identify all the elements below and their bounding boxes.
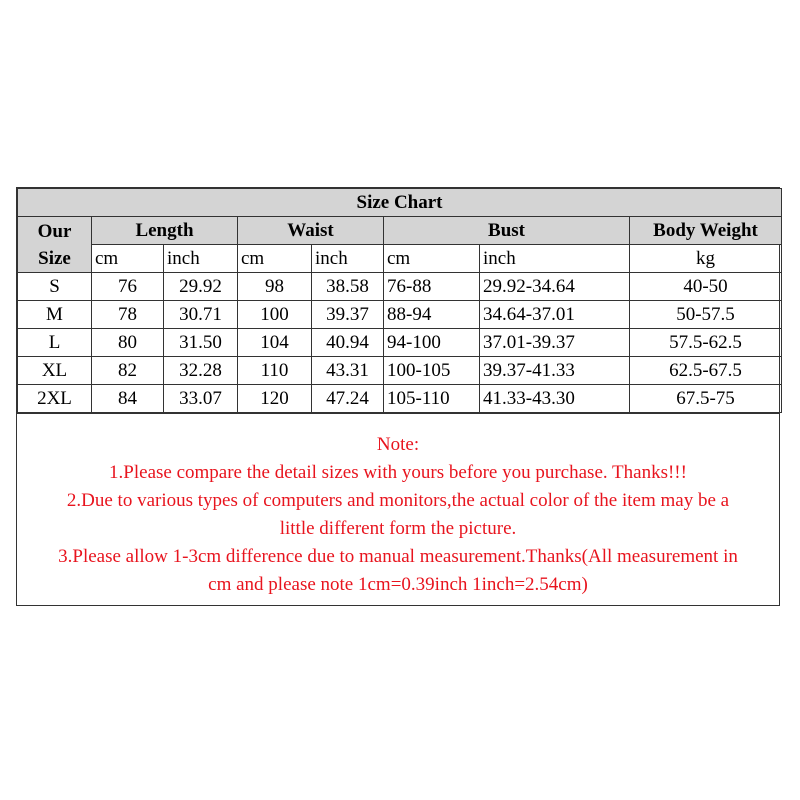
table-cell: 39.37	[312, 301, 384, 329]
unit-cell: cm	[92, 245, 164, 273]
table-cell: 82	[92, 357, 164, 385]
table-row	[18, 273, 782, 301]
note-heading: Note:	[376, 434, 420, 455]
size-header-line1: Our	[37, 220, 72, 242]
table-cell: 40-50	[630, 273, 782, 301]
table-cell: 40.94	[312, 329, 384, 357]
unit-cell: inch	[312, 245, 384, 273]
size-header-line2: Size	[38, 247, 71, 269]
table-cell: 100-105	[384, 357, 480, 385]
table-cell: 88-94	[384, 301, 480, 329]
note-line: little different form the picture.	[279, 518, 517, 539]
size-cell: 2XL	[18, 385, 92, 413]
chart-title: Size Chart	[18, 189, 782, 217]
unit-cell: inch	[164, 245, 238, 273]
table-cell: 67.5-75	[630, 385, 782, 413]
table-cell: 33.07	[164, 385, 238, 413]
table-cell: 30.71	[164, 301, 238, 329]
table-cell: 62.5-67.5	[630, 357, 782, 385]
size-cell: XL	[18, 357, 92, 385]
note-line: 1.Please compare the detail sizes with yours before you purchase. Thanks!!!	[109, 462, 687, 483]
note-line: 2.Due to various types of computers and monitors,the actual color of the item may be a	[66, 490, 730, 511]
table-cell: 47.24	[312, 385, 384, 413]
size-chart	[16, 187, 780, 606]
table-cell: 84	[92, 385, 164, 413]
table-row	[18, 357, 782, 385]
table-cell: 50-57.5	[630, 301, 782, 329]
table-cell: 32.28	[164, 357, 238, 385]
notes-section	[17, 413, 779, 605]
unit-cell: kg	[630, 245, 782, 273]
note-line: cm and please note 1cm=0.39inch 1inch=2.54cm)	[208, 574, 588, 595]
size-header	[18, 217, 92, 273]
bust-header: Bust	[384, 217, 630, 245]
table-cell: 31.50	[164, 329, 238, 357]
table-cell: 120	[238, 385, 312, 413]
size-cell: M	[18, 301, 92, 329]
table-cell: 94-100	[384, 329, 480, 357]
size-table	[17, 188, 782, 413]
length-header: Length	[92, 217, 238, 245]
table-cell: 29.92-34.64	[480, 273, 630, 301]
table-cell: 76	[92, 273, 164, 301]
table-cell: 80	[92, 329, 164, 357]
waist-header: Waist	[238, 217, 384, 245]
table-cell: 39.37-41.33	[480, 357, 630, 385]
table-row	[18, 301, 782, 329]
table-cell: 37.01-39.37	[480, 329, 630, 357]
table-cell: 43.31	[312, 357, 384, 385]
size-cell: L	[18, 329, 92, 357]
table-cell: 100	[238, 301, 312, 329]
table-cell: 34.64-37.01	[480, 301, 630, 329]
unit-cell: cm	[238, 245, 312, 273]
table-row	[18, 329, 782, 357]
table-cell: 105-110	[384, 385, 480, 413]
unit-cell: cm	[384, 245, 480, 273]
table-cell: 29.92	[164, 273, 238, 301]
table-cell: 38.58	[312, 273, 384, 301]
note-line: 3.Please allow 1-3cm difference due to manual measurement.Thanks(All measurement in	[58, 546, 738, 567]
size-cell: S	[18, 273, 92, 301]
unit-cell: inch	[480, 245, 630, 273]
table-cell: 57.5-62.5	[630, 329, 782, 357]
table-cell: 41.33-43.30	[480, 385, 630, 413]
table-cell: 98	[238, 273, 312, 301]
table-cell: 78	[92, 301, 164, 329]
table-cell: 76-88	[384, 273, 480, 301]
table-row	[18, 385, 782, 413]
table-cell: 104	[238, 329, 312, 357]
weight-header: Body Weight	[630, 217, 782, 245]
table-cell: 110	[238, 357, 312, 385]
unit-row	[18, 245, 782, 273]
